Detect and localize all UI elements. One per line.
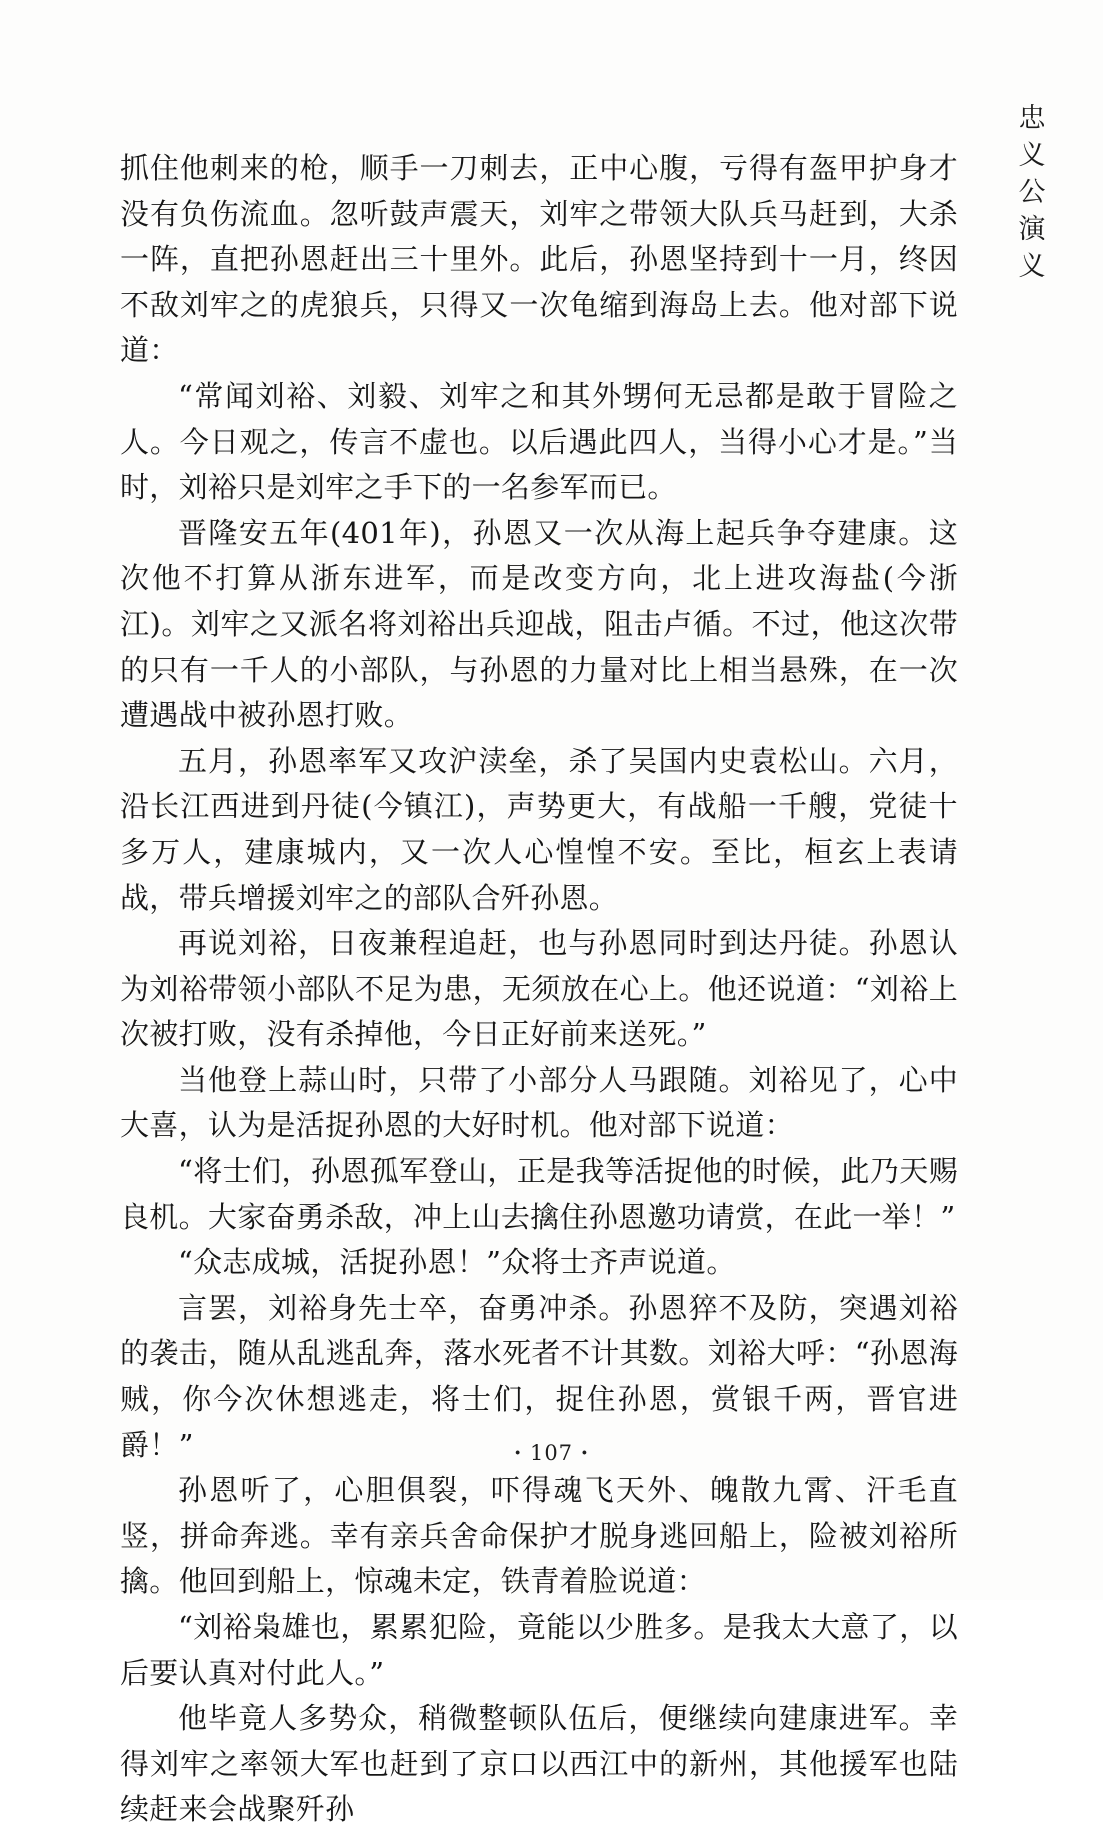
running-head-char: 义 [1018,251,1046,282]
page-number [0,1440,1103,1465]
paragraph: 五月，孙恩率军又攻沪渎垒，杀了吴国内史袁松山。六月，沿长江西进到丹徒(今镇江)，声势更大，有战船一千艘，党徒十多万人，建康城内，又一次人心惶惶不安。至比，桓玄上表请战，带兵增援刘牢之的部队合歼孙恩。 [120,743,958,915]
paragraph: “将士们，孙恩孤军登山，正是我等活捉他的时候，此乃天赐良机。大家奋勇杀敌，冲上山去擒住孙恩邀功请赏，在此一举！” [120,1154,958,1234]
paragraph: 当他登上蒜山时，只带了小部分人马跟随。刘裕见了，心中大喜，认为是活捉孙恩的大好时机。他对部下说道： [120,1062,958,1143]
body-text [120,146,958,1833]
page-number-dot: · [513,1440,523,1465]
page-number-value: 107 [529,1441,574,1465]
running-head [1014,100,1050,285]
paragraph: 言罢，刘裕身先士卒，奋勇冲杀。孙恩猝不及防，突遇刘裕的袭击，随从乱逃乱奔，落水死者不计其数。刘裕大呼：“孙恩海贼，你今次休想逃走，将士们，捉住孙恩，赏银千两，晋官进爵！” [120,1290,958,1462]
page-number-dot: · [580,1440,590,1465]
paragraph: 他毕竟人多势众，稍微整顿队伍后，便继续向建康进军。幸得刘牢之率领大军也赶到了京口以西江中的新州，其他援军也陆续赶来会战聚歼孙 [120,1701,958,1827]
paragraph: “众志成城，活捉孙恩！”众将士齐声说道。 [178,1245,736,1280]
paragraph: 再说刘裕，日夜兼程追赶，也与孙恩同时到达丹徒。孙恩认为刘裕带领小部队不足为患，无须放在心上。他还说道：“刘裕上次被打败，没有杀掉他，今日正好前来送死。” [120,926,958,1052]
paragraph-continued: 抓住他刺来的枪，顺手一刀刺去，正中心腹，亏得有盔甲护身才没有负伤流血。忽听鼓声震天，刘牢之带领大队兵马赶到，大杀一阵，直把孙恩赶出三十里外。此后，孙恩坚持到十一月，终因不敌刘牢之的虎狼兵，只得又一次龟缩到海岛上去。他对部下说道： [120,151,958,368]
running-head-char: 义 [1018,140,1046,171]
running-head-char: 演 [1018,214,1046,245]
paragraph: 孙恩听了，心胆俱裂，吓得魂飞天外、魄散九霄、汗毛直竖，拼命奔逃。幸有亲兵舍命保护才脱身逃回船上，险被刘裕所擒。他回到船上，惊魂未定，铁青着脸说道： [120,1473,958,1599]
paragraph: 晋隆安五年(401年)，孙恩又一次从海上起兵争夺建康。这次他不打算从浙东进军，而是改变方向，北上进攻海盐(今浙江)。刘牢之又派名将刘裕出兵迎战，阻击卢循。不过，他这次带的只有一千人的小部队，与孙恩的力量对比上相当悬殊，在一次遭遇战中被孙恩打败。 [120,515,958,733]
running-head-char: 忠 [1018,103,1046,134]
paragraph: “刘裕枭雄也，累累犯险，竟能以少胜多。是我太大意了，以后要认真对付此人。” [120,1610,958,1690]
running-head-char: 公 [1018,177,1046,208]
paragraph: “常闻刘裕、刘毅、刘牢之和其外甥何无忌都是敢于冒险之人。今日观之，传言不虚也。以后遇此四人，当得小心才是。”当时，刘裕只是刘牢之手下的一名参军而已。 [120,378,958,505]
